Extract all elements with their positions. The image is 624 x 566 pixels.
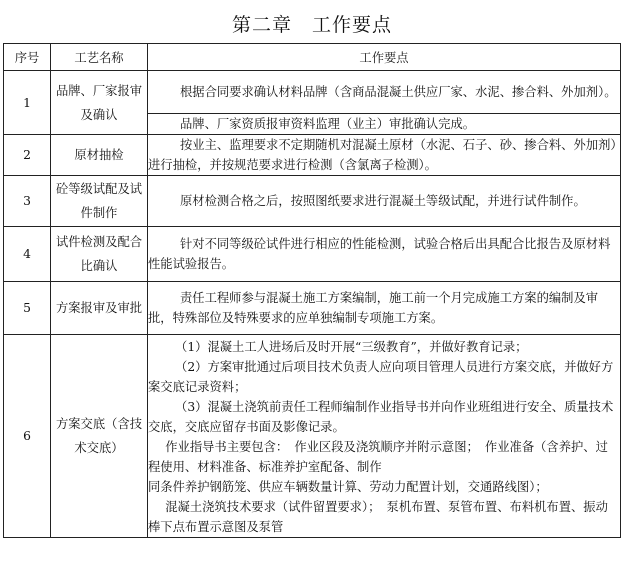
header-no: 序号 xyxy=(4,44,51,71)
table-row xyxy=(4,282,621,335)
process-name: 原材抽检 xyxy=(51,135,148,176)
work-point-text: 作业指导书主要包含： 作业区段及浇筑顺序并附示意图； 作业准备（含养护、过程使用、材料准备、标准养护室配备、制作 xyxy=(148,440,608,474)
work-point-text: 品牌、厂家资质报审资料监理（业主）审批确认完成。 xyxy=(179,117,476,131)
header-name: 工艺名称 xyxy=(51,44,148,71)
row-number: 3 xyxy=(4,176,51,227)
work-point-text: 责任工程师参与混凝土施工方案编制，施工前一个月完成施工方案的编制及审批，特殊部位及特殊要求的应单独编制专项施工方案。 xyxy=(148,291,599,325)
work-point-text: （1）混凝土工人进场后及时开展“三级教育”，并做好教育记录； xyxy=(175,340,528,354)
process-name: 品牌、厂家报审及确认 xyxy=(51,71,148,135)
table-row xyxy=(4,135,621,176)
process-name: 砼等级试配及试件制作 xyxy=(51,176,148,227)
work-point-text: 根据合同要求确认材料品牌（含商品混凝土供应厂家、水泥、掺合料、外加剂）。 xyxy=(179,85,617,99)
process-name: 方案报审及审批 xyxy=(51,282,148,335)
work-points-table xyxy=(3,43,621,538)
work-point-cell xyxy=(148,227,621,282)
work-point-cell xyxy=(148,135,621,176)
page-title: 第二章 工作要点 xyxy=(231,14,392,36)
work-point-cell xyxy=(148,335,621,538)
work-point-cell xyxy=(148,176,621,227)
work-point-text: 针对不同等级砼试件进行相应的性能检测，试验合格后出具配合比报告及原材料性能试验报告。 xyxy=(148,237,611,271)
row-number: 4 xyxy=(4,227,51,282)
table-header-row xyxy=(4,44,621,71)
row-number: 2 xyxy=(4,135,51,176)
work-point-text: 同条件养护钢筋笼、供应车辆数量计算、劳动力配置计划，交通路线图）； xyxy=(148,480,548,494)
work-point-cell xyxy=(148,114,621,135)
row-number: 6 xyxy=(4,335,51,538)
table-row xyxy=(4,176,621,227)
work-point-text: 按业主、监理要求不定期随机对混凝土原材（水泥、石子、砂、掺合料、外加剂）进行抽检，并按规范要求进行检测（含氯离子检测）。 xyxy=(148,138,617,172)
work-point-cell xyxy=(148,71,621,114)
row-number: 5 xyxy=(4,282,51,335)
table-row xyxy=(4,227,621,282)
work-point-text: 混凝土浇筑技术要求（试件留置要求）； 泵机布置、泵管布置、布料机布置、振动棒下点布置示意图及泵管 xyxy=(148,500,608,534)
work-point-text: （3）混凝土浇筑前责任工程师编制作业指导书并向作业班组进行安全、质量技术交底，交底应留存书面及影像记录。 xyxy=(148,400,614,434)
table-row xyxy=(4,335,621,538)
header-points: 工作要点 xyxy=(148,44,621,71)
work-point-cell xyxy=(148,282,621,335)
table-row xyxy=(4,71,621,114)
work-point-text: 原材检测合格之后，按照图纸要求进行混凝土等级试配，并进行试件制作。 xyxy=(179,194,586,208)
process-name: 方案交底（含技术交底） xyxy=(51,335,148,538)
process-name: 试件检测及配合比确认 xyxy=(51,227,148,282)
row-number: 1 xyxy=(4,71,51,135)
work-point-text: （2）方案审批通过后项目技术负责人应向项目管理人员进行方案交底，并做好方案交底记录资料； xyxy=(148,360,614,394)
